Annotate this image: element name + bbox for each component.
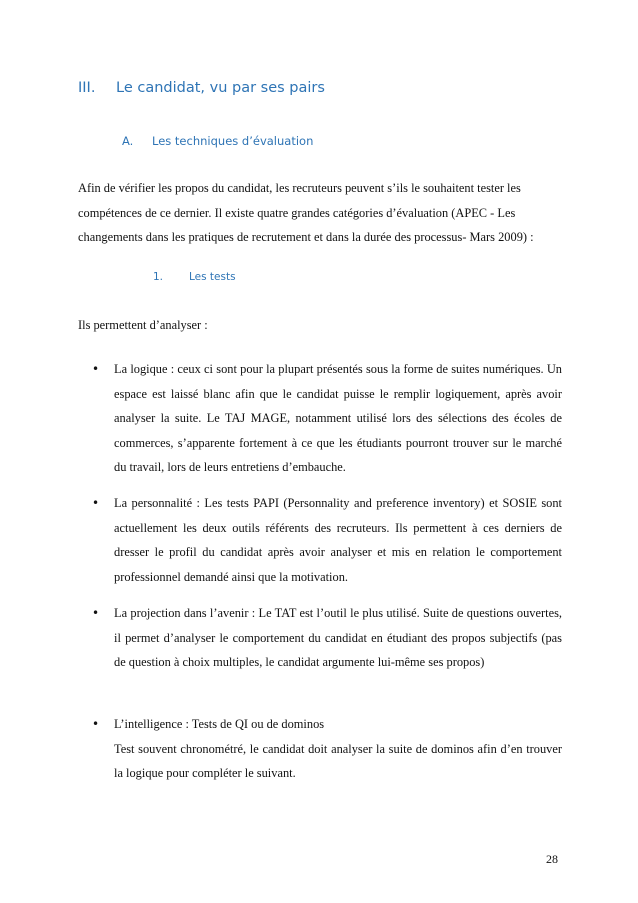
section-number: III.: [78, 80, 96, 96]
bullet-text: Test souvent chronométré, le candidat doit analyser la suite de dominos afin d’en trouver la logique pour compléter le suivant.: [114, 741, 562, 780]
lead-sentence: Ils permettent d’analyser :: [78, 318, 208, 332]
subsubsection-number: 1.: [153, 271, 164, 283]
bullet-marker: •: [92, 606, 100, 620]
bullet-marker: •: [92, 717, 100, 731]
intro-line: compétences de ce dernier. Il existe quatre grandes catégories d’évaluation (APEC - Les: [78, 205, 516, 220]
intro-line: Afin de vérifier les propos du candidat, les recruteurs peuvent s’ils le souhaitent tester les: [78, 181, 521, 195]
subsection-number: A.: [122, 134, 134, 148]
bullet-marker: •: [92, 362, 100, 376]
bullet-body: [114, 712, 562, 786]
subsection-heading: [122, 134, 313, 148]
page-number: 28: [546, 852, 558, 866]
intro-line: changements dans les pratiques de recrutement et dans la durée des processus- Mars 2009) :: [78, 230, 534, 244]
bullet-text: La personnalité : Les tests PAPI (Personnality and preference inventory) et SOSIE sont actuellement les deux outils référents des recruteurs. Ils permettent à ces derniers de dresser le profil du candidat après avoir analyser et mis en relation le comportement professionnel demandé ainsi que la motivation.: [114, 496, 562, 584]
intro-paragraph: [78, 176, 564, 250]
bullet-marker: •: [92, 496, 100, 510]
section-title: Le candidat, vu par ses pairs: [116, 80, 325, 96]
subsubsection-heading: [153, 271, 236, 283]
subsection-title: Les techniques d’évaluation: [152, 134, 314, 148]
bullet-text: La projection dans l’avenir : Le TAT est l’outil le plus utilisé. Suite de questions ouvertes, il permet d’analyser le comportement du candidat en étudiant des propos subjectifs (pas de question à choix multiples, le candidat argumente lui-même ses propos): [114, 606, 562, 669]
bullet-title-line: L’intelligence : Tests de QI ou de dominos: [114, 717, 325, 731]
bullet-text: La logique : ceux ci sont pour la plupart présentés sous la forme de suites numériques. Un espace est laissé blanc afin que le candidat puisse le remplir logiquement, après avoir analyser la suite. Le TAJ MAGE, notamment utilisé lors des sélections des écoles de commerces, s’apparente fortement à ce que les étudiants pourront trouver sur le marché du travail, lors de leurs entretiens d’embauche.: [114, 362, 562, 474]
subsubsection-title: Les tests: [189, 271, 236, 283]
section-heading: [78, 80, 325, 96]
